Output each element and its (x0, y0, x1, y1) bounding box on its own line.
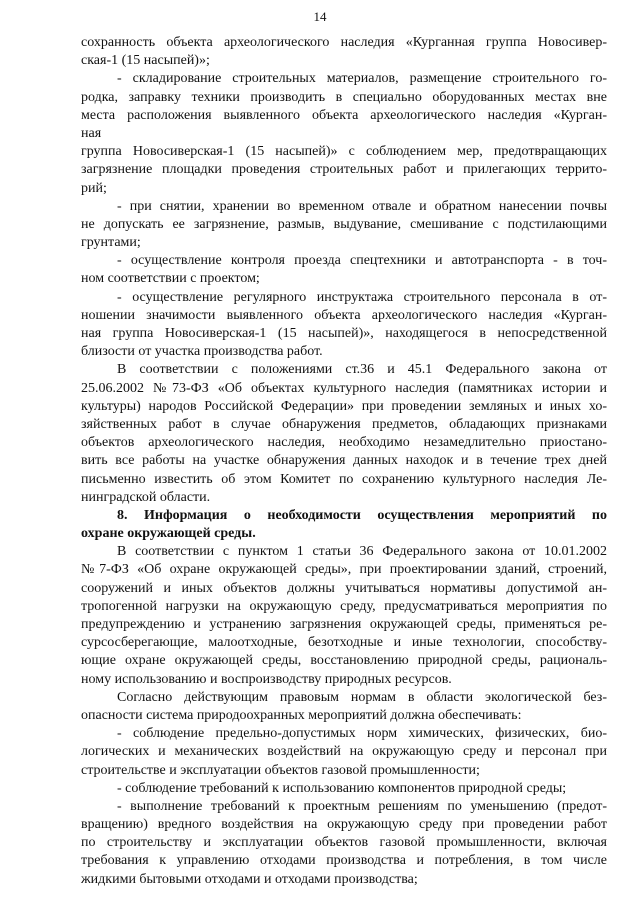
text-line: требования к управлению отходами производства и потребления, в том числе (81, 853, 607, 869)
text-line: - соблюдение предельно-допустимых норм химических, физических, био- (117, 726, 607, 742)
text-line: группа Новосиверская-1 (15 насыпей)» с соблюдением мер, предотвращающих (81, 144, 607, 160)
text-line: ная (81, 125, 102, 141)
text-line: жидкими бытовыми отходами и отходами производства; (81, 871, 418, 887)
text-line: Согласно действующим правовым нормам в области экологической без- (117, 689, 607, 705)
text-line: не допускать ее загрязнение, размыв, выдувание, смешивание с подстилающими (81, 216, 607, 232)
text-line: В соответствии с пунктом 1 статьи 36 Федерального закона от 10.01.2002 (117, 544, 607, 560)
text-line: сурсосберегающие, малоотходные, безотходные и иные технологии, способству- (81, 635, 607, 651)
section-heading-line: 8. Информация о необходимости осуществления мероприятий по (117, 507, 607, 523)
text-line: культуры) народов Российской Федерации» при проведении земляных и иных хо- (81, 398, 607, 414)
text-line: нинградской области. (81, 489, 211, 505)
page-number: 14 (313, 9, 327, 24)
text-line: В соответствии с положениями ст.36 и 45.1 Федерального закона от (117, 362, 607, 378)
text-line: грунтами; (81, 235, 141, 251)
section-heading-line: охране окружающей среды. (81, 526, 256, 542)
text-line: сохранность объекта археологического наследия «Курганная группа Новосивер- (81, 35, 607, 50)
text-line: зяйственных работ в случае обнаружения предметов, обладающих признаками (81, 416, 607, 432)
text-line: рий; (81, 180, 107, 196)
text-line: ном соответствии с проектом; (81, 271, 260, 287)
text-line: близости от участка производства работ. (81, 344, 323, 360)
text-line: по строительству и эксплуатации объектов газовой промышленности, включая (81, 835, 607, 851)
text-line: ношении значимости выявленного объекта археологического наследия «Курган- (81, 307, 607, 323)
text-line: места расположения выявленного объекта археологического наследия «Курган- (81, 107, 607, 123)
text-line: объектов археологического наследия, необходимо незамедлительно приостано- (81, 435, 607, 451)
text-line: сооружений и иных объектов должны учитываться нормативы допустимой ан- (81, 580, 607, 596)
text-line: тропогенной нагрузки на окружающую среду, предусматриваться мероприятия по (81, 598, 607, 614)
text-line: вращению) вредного воздействия на окружающую среду при проведении работ (81, 817, 607, 833)
text-line: письменно известить об этом Комитет по сохранению культурного наследия Ле- (81, 471, 607, 487)
text-line: логических и механических воздействий на окружающую среду и персонал при (81, 744, 607, 760)
text-line: №7-ФЗ «Об охране окружающей среды», при проектировании зданий, строений, (81, 562, 607, 578)
text-line: - соблюдение требований к использованию компонентов природной среды; (117, 780, 567, 796)
text-line: - осуществление контроля проезда спецтехники и автотранспорта - в точ- (117, 253, 607, 269)
text-line: ная группа Новосиверская-1 (15 насыпей)», находящегося в непосредственной (81, 326, 607, 341)
text-line: - осуществление регулярного инструктажа строительного персонала в от- (117, 289, 607, 305)
text-line: строительстве и эксплуатации объектов газовой промышленности; (81, 762, 480, 778)
text-line: предупреждению и устранению загрязнения окружающей среды, применяться ре- (81, 617, 607, 632)
text-line: - выполнение требований к проектным решениям по уменьшению (предот- (117, 798, 607, 814)
text-line: - при снятии, хранении во временном отвале и обратном нанесении почвы (117, 198, 607, 214)
text-line: загрязнение площадки проведения строительных работ и прилегающих террито- (81, 162, 607, 178)
text-line: опасности система природоохранных мероприятий должна обеспечивать: (81, 707, 522, 723)
text-line: ному использованию и воспроизводству природных ресурсов. (81, 671, 452, 687)
text-line: родка, заправку техники производить в специально оборудованных местах вне (81, 89, 607, 105)
text-line: - складирование строительных материалов, размещение строительного го- (117, 71, 607, 87)
text-line: 25.06.2002 №73-ФЗ «Об объектах культурного наследия (памятниках истории и (81, 380, 607, 396)
document-body (81, 34, 607, 889)
text-line: ская-1 (15 насыпей)»; (81, 53, 210, 69)
text-line: вить все работы на участке обнаружения данных находок и в течение трех дней (81, 453, 607, 469)
text-line: ющие охране окружающей среды, восстановлению природной среды, рациональ- (81, 653, 607, 669)
